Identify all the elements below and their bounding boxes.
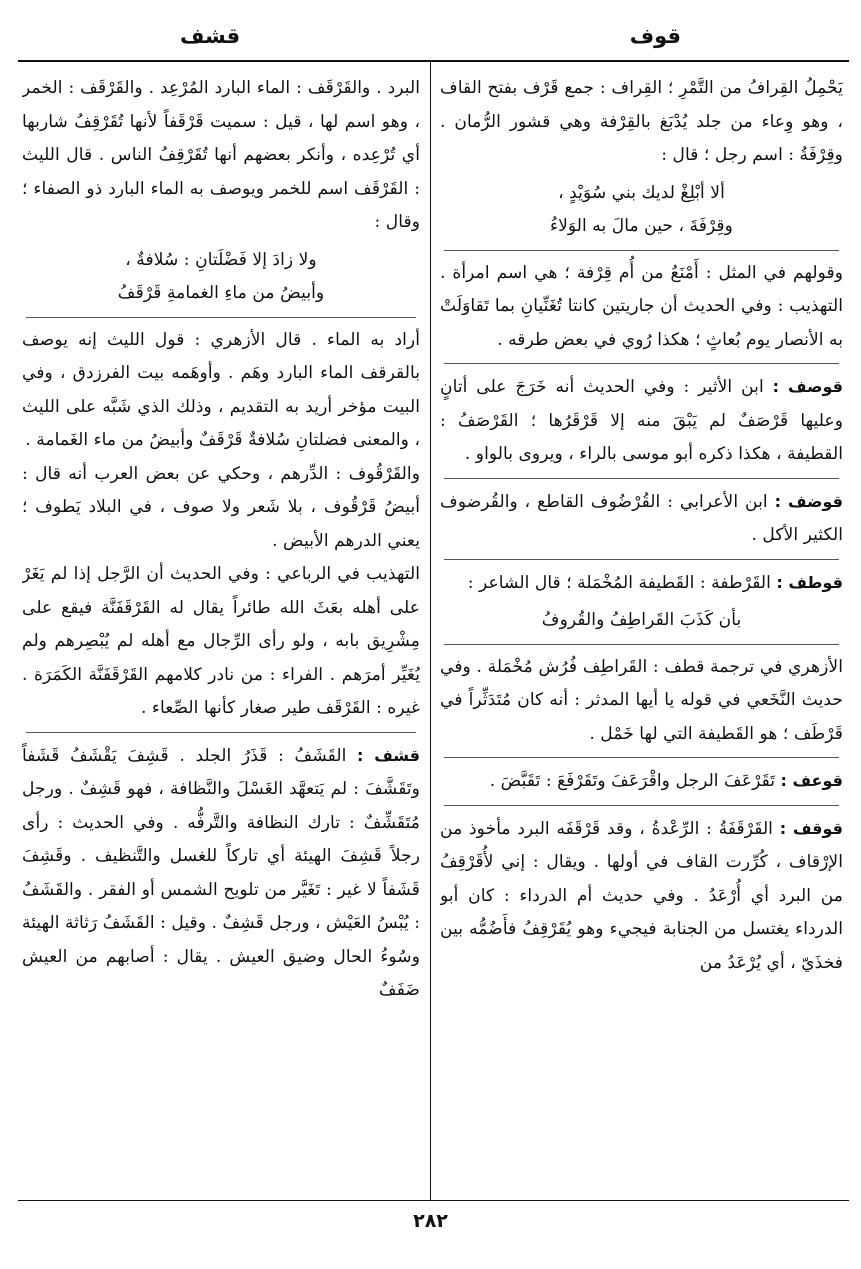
paragraph: الأزهري في ترجمة قطف : القَراطِف فُرُش مُخْمَلة . وفي حديث النَّخَعي في قوله يا أيها المدثر : أنه كان مُتَدَثِّراً في قَرْطَف ؛ هو القَطيفة التي لها خَمْل .	[440, 656, 843, 744]
verse	[440, 604, 843, 638]
left-column	[22, 72, 420, 1192]
right-column	[440, 72, 843, 1192]
paragraph: البرد . والقَرْقَف : الماء البارد المُرْعِد . والقَرْقَف : الخمر ، وهو اسم لها ، قيل : سميت قَرْقَفاً لأنها تُقَرْقِفُ شاربها أي تُرْعِده ، وأنكر بعضهم أنها تُقَرْقِفُ الناس . قال الليث : القَرْقَف اسم للخمر ويوصف به الماء البارد ذو الصفاء ؛ وقال :	[22, 78, 420, 232]
verse	[22, 244, 420, 311]
entry-text: تَقَرْعَفَ الرجل واقْرَعَفَ وتَقَرْفَعَ : تَقَبَّضَ .	[489, 771, 776, 791]
separator	[26, 732, 416, 733]
separator	[444, 644, 839, 645]
separator	[444, 363, 839, 364]
entry-text: القَشَفُ : قَذَرُ الجلد . قَشِفَ يَقْشَفُ قَشَفاً وتَقَشَّفَ : لم يَتعهَّد الغَسْلَ والنَّظافة ، فهو قَشِفٌ . ورجل مُتَقَشِّفٌ : تارك النظافة والتَّرفُّه . وفي الحديث : رأى رجلاً قَشِفَ الهيئة أي تاركاً للغسل والتَّنظيف . وقَشِفَ قَشَفاً لا غير : تَغَيَّر من تلويح الشمس أو الفقر . والقَشَفُ : يُبْسُ العَيْش ، ورجل قَشِفٌ . وقيل : القَشَفُ رَثاثة الهيئة وسُوءُ الحال وضيق العيش . يقال : أصابهم من العيش ضَفَفٌ	[22, 745, 420, 1000]
entry-headword: قوضف :	[774, 491, 843, 511]
separator	[26, 317, 416, 318]
separator	[444, 559, 839, 560]
separator	[444, 250, 839, 251]
entry-text: القَرْقَفَةُ : الرِّعْدةُ ، وقد قَرْقَفَه البرد مأخوذ من الإرْقاف ، كُرِّرت القاف في أولها . ويقال : إني لأُقَرْقِفُ من البرد أي أُرْعَدُ . وفي حديث أم الدرداء : كان أبو الدرداء يغتسل من الجنابة فيجيء وهو يُقَرْقِفُ فأَضُمُّه بين فخذَيّ ، أي يُرْعَدُ من	[440, 818, 843, 973]
entry-paragraph	[440, 764, 843, 799]
left-headword: قشف	[180, 24, 241, 48]
entry-paragraph	[22, 739, 420, 1008]
separator	[444, 478, 839, 479]
entry-headword: قوطف :	[776, 572, 843, 592]
separator	[444, 757, 839, 758]
entry-paragraph	[440, 485, 843, 553]
entry-headword: قوصف :	[772, 377, 843, 396]
bottom-rule	[18, 1200, 849, 1201]
verse-line: ألا أبْلِغْ لديك بني سُوَيْدٍ ،	[558, 182, 725, 203]
entry-text: القَرْطفة : القَطيفة المُخْمَلة ؛ قال الشاعر :	[467, 572, 771, 593]
entry-headword: قشف :	[357, 745, 420, 765]
paragraph: وقولهم في المثل : أَمْنَعُ من أُم قِرْفة ؛ هي اسم امرأة . التهذيب : وفي الحديث أن جاريتين كانتا تُغَنِّيانِ بما تَقاوَلَتْ به الأنصار يوم بُعاثٍ ؛ هكذا رُوي في بعض طرقه .	[440, 262, 843, 350]
entry-headword: قوعف :	[780, 771, 843, 790]
verse-line: وأبيضُ من ماءِ الغمامةِ قَرْقَفُ	[117, 283, 325, 303]
verse-line: وقِرْفَةَ ، حين مالَ به الوَلاءُ	[550, 216, 733, 236]
entry-paragraph	[440, 370, 843, 472]
verse-line: بأن كَذَبَ القَراطِفُ والقُروفُ	[541, 610, 742, 630]
top-rule	[18, 60, 849, 62]
column-divider	[430, 62, 431, 1200]
entry-text: ابن الأعرابي : القُرْضُوف القاطع ، والقُرضوف الكثير الأكل .	[440, 491, 843, 545]
paragraph: أراد به الماء . قال الأزهري : قول الليث إنه يوصف بالقرقف الماء البارد وهَم . وأوهَمه بيت الفرزدق ، وفي البيت مؤخر أريد به التقديم ، وذلك الذي شَبَّه على الليث ، والمعنى فضلتانِ سُلافةٌ قَرْقَفٌ وأبيضُ من ماء الغَمامة .	[22, 329, 420, 450]
entry-headword: قوقف :	[779, 818, 843, 838]
page-number: ٢٨٢	[413, 1210, 448, 1232]
right-headword: قوف	[629, 24, 681, 48]
separator	[444, 805, 839, 806]
entry-paragraph	[440, 566, 843, 601]
entry-paragraph	[440, 812, 843, 981]
paragraph: والقَرْقُوف : الدِّرهم ، وحكي عن بعض العرب أنه قال : أبيضُ قَرْقُوف ، بلا شَعر ولا صوف ، في البلاد يَطوف ؛ يعني الدرهم الأبيض .	[22, 463, 420, 551]
page-header	[30, 18, 831, 54]
verse-line: ولا زادَ إلا فَضْلَتانِ : سُلافةٌ ،	[125, 249, 317, 270]
paragraph: التهذيب في الرباعي : وفي الحديث أن الرَّجل إذا لم يَغَرْ على أهله بعَثَ الله طائراً يقال له القَرْقَفَنَّة فيقع على مِشْرِيق بابه ، ولو رأى الرِّجال مع أهله لم يُبْصِرهم ولم يُغَيِّر أمرَهم . الفراء : من نادر كلامهم القَرْقَفَنَّة الكَمَرَة . غيره : القَرْقَف طير صغار كأنها الصِّعاء .	[22, 564, 420, 718]
verse	[440, 177, 843, 244]
paragraph: يَحْمِلُ القِرافُ من التَّمْرِ ؛ القِراف : جمع قَرْف بفتح القاف ، وهو وِعاء من جلد يُدْبَغ بالقِرْفة وهي قشور الرُّمان . وقِرْفَةُ : اسم رجل ؛ قال :	[440, 78, 843, 165]
entry-text: ابن الأثير : وفي الحديث أنه خَرَجَ على أتانٍ وعليها قَرْصَفٌ لم يَبْقَ منه إلا قَرْقَرُها ؛ القَرْصَفُ : القطيفة ، هكذا ذكره أبو موسى بالراء ، ويروى بالواو .	[440, 377, 843, 464]
